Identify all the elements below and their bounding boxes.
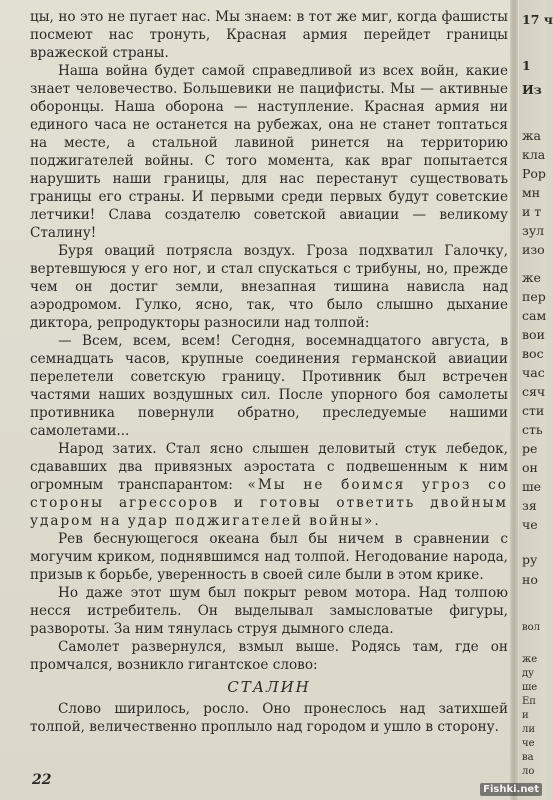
- next-page-fragment: 17 ч: [522, 12, 553, 27]
- watermark-logo: Fishki.net: [480, 783, 542, 796]
- next-page-fragment: че: [522, 738, 535, 749]
- next-page-fragment: он: [522, 460, 538, 475]
- next-page-fragment: ру: [522, 552, 538, 567]
- next-page-fragment: ше: [522, 682, 538, 693]
- page-number: 22: [32, 772, 52, 788]
- paragraph-5: [30, 440, 508, 530]
- next-page-fragment: сть: [522, 422, 543, 437]
- next-page-fragment: же: [522, 654, 538, 665]
- next-page-fragment: че: [522, 517, 538, 532]
- paragraph-1: цы, но это не пугает нас. Мы знаем: в тот же миг, когда фашисты посмеют нас тронуть, Красная армия перейдет границы вражеской страны.: [30, 9, 508, 61]
- next-page-fragment: ре: [522, 441, 538, 456]
- paragraph-3: Буря оваций потрясла воздух. Гроза подхватил Галочку, вертевшуюся у его ног, и стал спускаться с трибуны, но, прежде чем он достиг земли, внезапная тишина нависла над аэродромом. Гулко, ясно, так, что было слышно дыхание диктора, репродукторы разносили над толпой:: [30, 243, 508, 331]
- next-page-fragment: вос: [522, 346, 544, 361]
- next-page-fragment: зул: [522, 223, 545, 238]
- next-page-fragment: сяч: [522, 384, 546, 399]
- next-page-fragment: ва: [522, 752, 534, 763]
- next-page-fragment: ду: [522, 668, 535, 679]
- next-page-fragment: Рор: [522, 166, 546, 181]
- next-page-fragment: и т: [522, 204, 542, 219]
- next-page-fragment: кла: [522, 147, 546, 162]
- paragraph-9: Слово ширилось, росло. Оно пронеслось над затихшей толпой, величественно проплыло над городом и ушло в сторону.: [30, 701, 508, 735]
- next-page-fragment: час: [522, 365, 545, 380]
- next-page-fragment: жа: [522, 128, 541, 143]
- next-page-fragment: Еп: [522, 696, 536, 707]
- paragraph-5-intro: Народ затих. Стал ясно слышен деловитый стук лебедок, сдававших два привязных аэростата с подвешенным к ним огромным транспарантом:: [30, 441, 508, 493]
- next-page-fragment: и: [522, 710, 529, 721]
- paragraph-7: Но даже этот шум был покрыт ревом мотора. Над толпою несся истребитель. Он выделывал замысловатые фигуры, развороты. За ним тянулась струя дымного следа.: [30, 585, 508, 637]
- stalin-heading: СТАЛИН: [227, 678, 311, 696]
- text-column: [30, 8, 508, 736]
- banner-quote: «Мы не боимся угроз со стороны агрессоров и готовы ответить двойным ударом на удар поджигателей войны».: [30, 477, 508, 529]
- next-page-fragment: вол: [522, 622, 541, 633]
- next-page-fragment: ли: [522, 724, 536, 735]
- next-page-fragment: пер: [522, 289, 546, 304]
- paragraph-8: Самолет развернулся, взмыл выше. Родясь там, где он промчался, возникло гигантское слово:: [30, 639, 508, 673]
- next-page-fragment: зя: [522, 498, 537, 513]
- next-page-fragment: же: [522, 270, 541, 285]
- next-page-fragment: сти: [522, 403, 545, 418]
- next-page-fragment: изо: [522, 242, 545, 257]
- next-page-edge: [519, 0, 553, 800]
- next-page-fragment: ло: [522, 766, 535, 777]
- next-page-fragment: ше: [522, 479, 542, 494]
- next-page-fragment: 1: [522, 58, 531, 73]
- next-page-fragment: Из: [522, 82, 542, 97]
- next-page-fragment: но: [522, 572, 538, 587]
- paragraph-4: — Всем, всем, всем! Сегодня, восемнадцатого августа, в семнадцать часов, крупные соединения германской авиации перелетели советскую границу. Противник был встречен частями наших воздушных сил. После упорного боя самолеты противника повернули обратно, преследуемые нашими самолетами...: [30, 333, 508, 439]
- next-page-fragment: мн: [522, 185, 541, 200]
- next-page-fragment: сам: [522, 308, 547, 323]
- paragraph-2: Наша война будет самой справедливой из всех войн, какие знает человечество. Большевики не пацифисты. Мы — активные оборонцы. Наша оборона — наступление. Красная армия ни единого часа не останется на рубежах, она не станет топтаться на месте, а стальной лавиной ринется на территорию поджигателей войны. С того момента, как враг попытается нарушить наши границы, для нас перестанут существовать границы его страны. И первыми среди первых будут советские летчики! Слава создателю советской авиации — великому Сталину!: [30, 63, 508, 241]
- next-page-fragment: вои: [522, 327, 545, 342]
- book-gutter: [510, 0, 518, 800]
- paragraph-6: Рев беснующегося океана был бы ничем в сравнении с могучим криком, поднявшимся над толпой. Негодование народа, призыв к борьбе, уверенность в своей силе были в этом крике.: [30, 531, 508, 583]
